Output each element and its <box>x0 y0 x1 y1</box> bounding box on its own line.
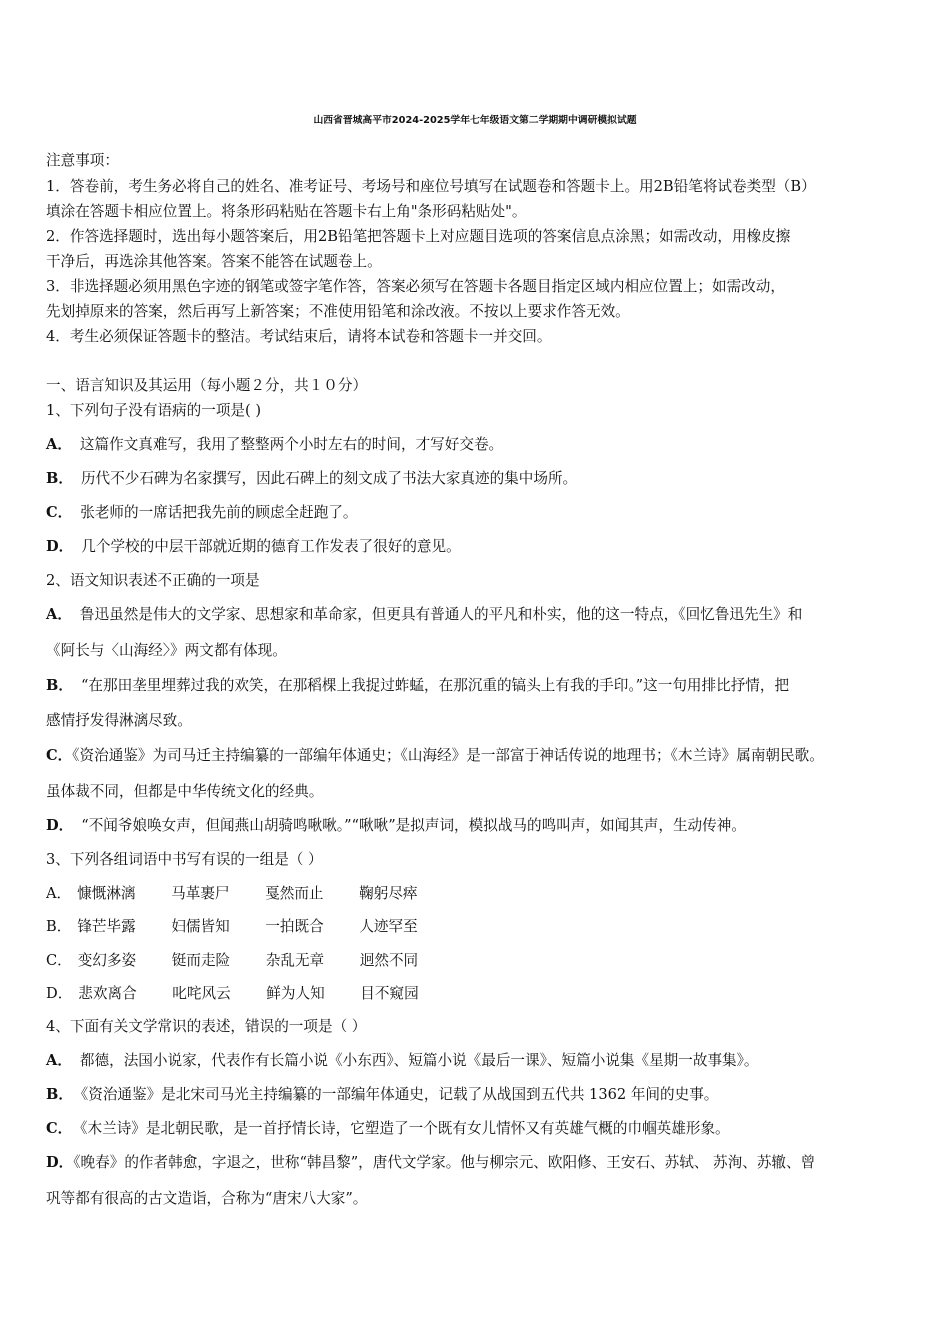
q1-option-c <box>46 503 358 523</box>
q1-option-a <box>46 435 503 455</box>
q2-option-c <box>46 746 824 766</box>
option-label: B． <box>46 918 72 935</box>
word: 锋芒毕露 <box>77 918 136 935</box>
notice-line-3: 2．作答选择题时，选出每小题答案后，用2B铅笔把答题卡上对应题目选项的答案信息点涂黑；如需改动，用橡皮擦 <box>46 228 791 245</box>
option-label: C． <box>46 747 73 764</box>
word: 鞠躬尽瘁 <box>359 885 418 902</box>
q2-option-a-cont: 《阿长与〈山海经〉》两文都有体现。 <box>46 642 287 659</box>
notice-heading: 注意事项： <box>46 152 119 169</box>
option-text: “不闻爷娘唤女声，但闻燕山胡骑鸣啾啾。”“啾啾”是拟声词，模拟战马的鸣叫声，如闻其声，生动传神。 <box>81 817 746 834</box>
q1-option-b <box>46 469 577 489</box>
option-label: D． <box>46 1154 74 1171</box>
notice-line-5: 3．非选择题必须用黑色字迹的钢笔或签字笔作答，答案必须写在答题卡各题目指定区域内相应位置上；如需改动， <box>46 278 785 295</box>
notice-line-6: 先划掉原来的答案，然后再写上新答案；不准使用铅笔和涂改液。不按以上要求作答无效。 <box>46 303 630 320</box>
notice-line-4: 干净后，再选涂其他答案。答案不能答在试题卷上。 <box>46 253 382 270</box>
q4-option-b <box>46 1085 718 1105</box>
q4-option-d-cont: 巩等都有很高的古文造诣，合称为“唐宋八大家”。 <box>46 1190 368 1207</box>
option-label: D． <box>46 817 74 834</box>
word: 马革裹尸 <box>171 885 230 902</box>
option-label: B． <box>46 677 73 694</box>
q2-option-c-cont: 虽体裁不同，但都是中华传统文化的经典。 <box>46 783 324 800</box>
option-text: 历代不少石碑为名家撰写，因此石碑上的刻文成了书法大家真迹的集中场所。 <box>80 470 578 487</box>
word: 鲜为人知 <box>266 985 325 1002</box>
word: 妇儒皆知 <box>171 918 230 935</box>
page-title: 山西省晋城高平市2024-2025学年七年级语文第二学期期中调研模拟试题 <box>313 115 637 126</box>
option-label: A． <box>46 606 72 623</box>
option-label: B． <box>46 1086 73 1103</box>
option-text: 鲁迅虽然是伟大的文学家、思想家和革命家，但更具有普通人的平凡和朴实，他的这一特点，《回忆鲁迅先生》和 <box>79 606 803 623</box>
word: 悲欢离合 <box>78 985 137 1002</box>
option-text: 几个学校的中层干部就近期的德育工作发表了很好的意见。 <box>81 538 461 555</box>
option-label: A． <box>46 885 72 902</box>
q2-option-b-cont: 感情抒发得淋漓尽致。 <box>46 712 192 729</box>
option-text: 张老师的一席话把我先前的顾虑全赶跑了。 <box>80 504 358 521</box>
option-label: B． <box>46 470 73 487</box>
word: 迥然不同 <box>359 952 419 969</box>
word: 杂乱无章 <box>265 952 325 969</box>
q3-stem: 3、下列各组词语中书写有误的一组是（ ） <box>46 851 323 868</box>
notice-line-1: 1．答卷前，考生务必将自己的姓名、准考证号、考场号和座位号填写在试题卷和答题卡上。用2B铅笔将试卷类型（B） <box>46 178 816 195</box>
q2-stem: 2、语文知识表述不正确的一项是 <box>46 572 260 589</box>
q3-option-d <box>46 984 454 1004</box>
option-text: 都德，法国小说家，代表作有长篇小说《小东西》、短篇小说《最后一课》、短篇小说集《星期一故事集》。 <box>79 1052 759 1069</box>
word: 铤而走险 <box>171 952 231 969</box>
option-text: 《木兰诗》是北朝民歌，是一首抒情长诗，它塑造了一个既有女儿情怀又有英雄气概的巾帼英雄形象。 <box>80 1120 730 1137</box>
option-label: D． <box>46 538 74 555</box>
word: 叱咤风云 <box>172 985 231 1002</box>
option-text: 《晚春》的作者韩愈，字退之，世称“韩昌黎”，唐代文学家。他与柳宗元、欧阳修、王安石、苏轼、 苏洵、苏辙、曾 <box>73 1154 816 1171</box>
option-text: 这篇作文真难写，我用了整整两个小时左右的时间，才写好交卷。 <box>79 436 504 453</box>
q3-option-c <box>46 951 454 971</box>
option-text: “在那田垄里埋葬过我的欢笑，在那稻棵上我捉过蚱蜢，在那沉重的镐头上有我的手印。”这一句用排比抒情，把 <box>80 677 790 694</box>
word: 变幻多姿 <box>77 952 137 969</box>
q1-stem: 1、下列句子没有语病的一项是( ) <box>46 402 262 419</box>
word: 一拍既合 <box>265 918 324 935</box>
option-text: 《资治通鉴》是北宋司马光主持编纂的一部编年体通史，记载了从战国到五代共 1362 年间的史事。 <box>80 1086 719 1103</box>
option-label: C． <box>46 952 72 969</box>
q4-option-a <box>46 1051 759 1071</box>
option-label: C． <box>46 1120 73 1137</box>
word: 戛然而止 <box>265 885 324 902</box>
option-label: A． <box>46 1052 72 1069</box>
q3-option-b <box>46 917 453 937</box>
q3-option-a <box>46 884 453 904</box>
option-label: D． <box>46 985 73 1002</box>
q4-option-d <box>46 1153 815 1173</box>
word: 人迹罕至 <box>359 918 418 935</box>
q1-option-d <box>46 537 461 557</box>
option-label: C． <box>46 504 73 521</box>
option-label: A． <box>46 436 72 453</box>
q4-stem: 4、下面有关文学常识的表述，错误的一项是（ ） <box>46 1018 367 1035</box>
q2-option-a <box>46 605 802 625</box>
notice-line-7: 4．考生必须保证答题卡的整洁。考试结束后，请将本试卷和答题卡一并交回。 <box>46 328 552 345</box>
notice-line-2: 填涂在答题卡相应位置上。将条形码粘贴在答题卡右上角"条形码粘贴处"。 <box>46 203 527 220</box>
section-heading: 一、语言知识及其运用（每小题２分，共１０分） <box>46 377 368 394</box>
word: 慷慨淋漓 <box>77 885 136 902</box>
option-text: 《资治通鉴》为司马迁主持编纂的一部编年体通史；《山海经》是一部富于神话传说的地理书；《木兰诗》属南朝民歌。 <box>72 747 824 764</box>
q4-option-c <box>46 1119 730 1139</box>
word: 目不窥园 <box>360 985 419 1002</box>
q2-option-d <box>46 816 746 836</box>
q2-option-b <box>46 676 789 696</box>
